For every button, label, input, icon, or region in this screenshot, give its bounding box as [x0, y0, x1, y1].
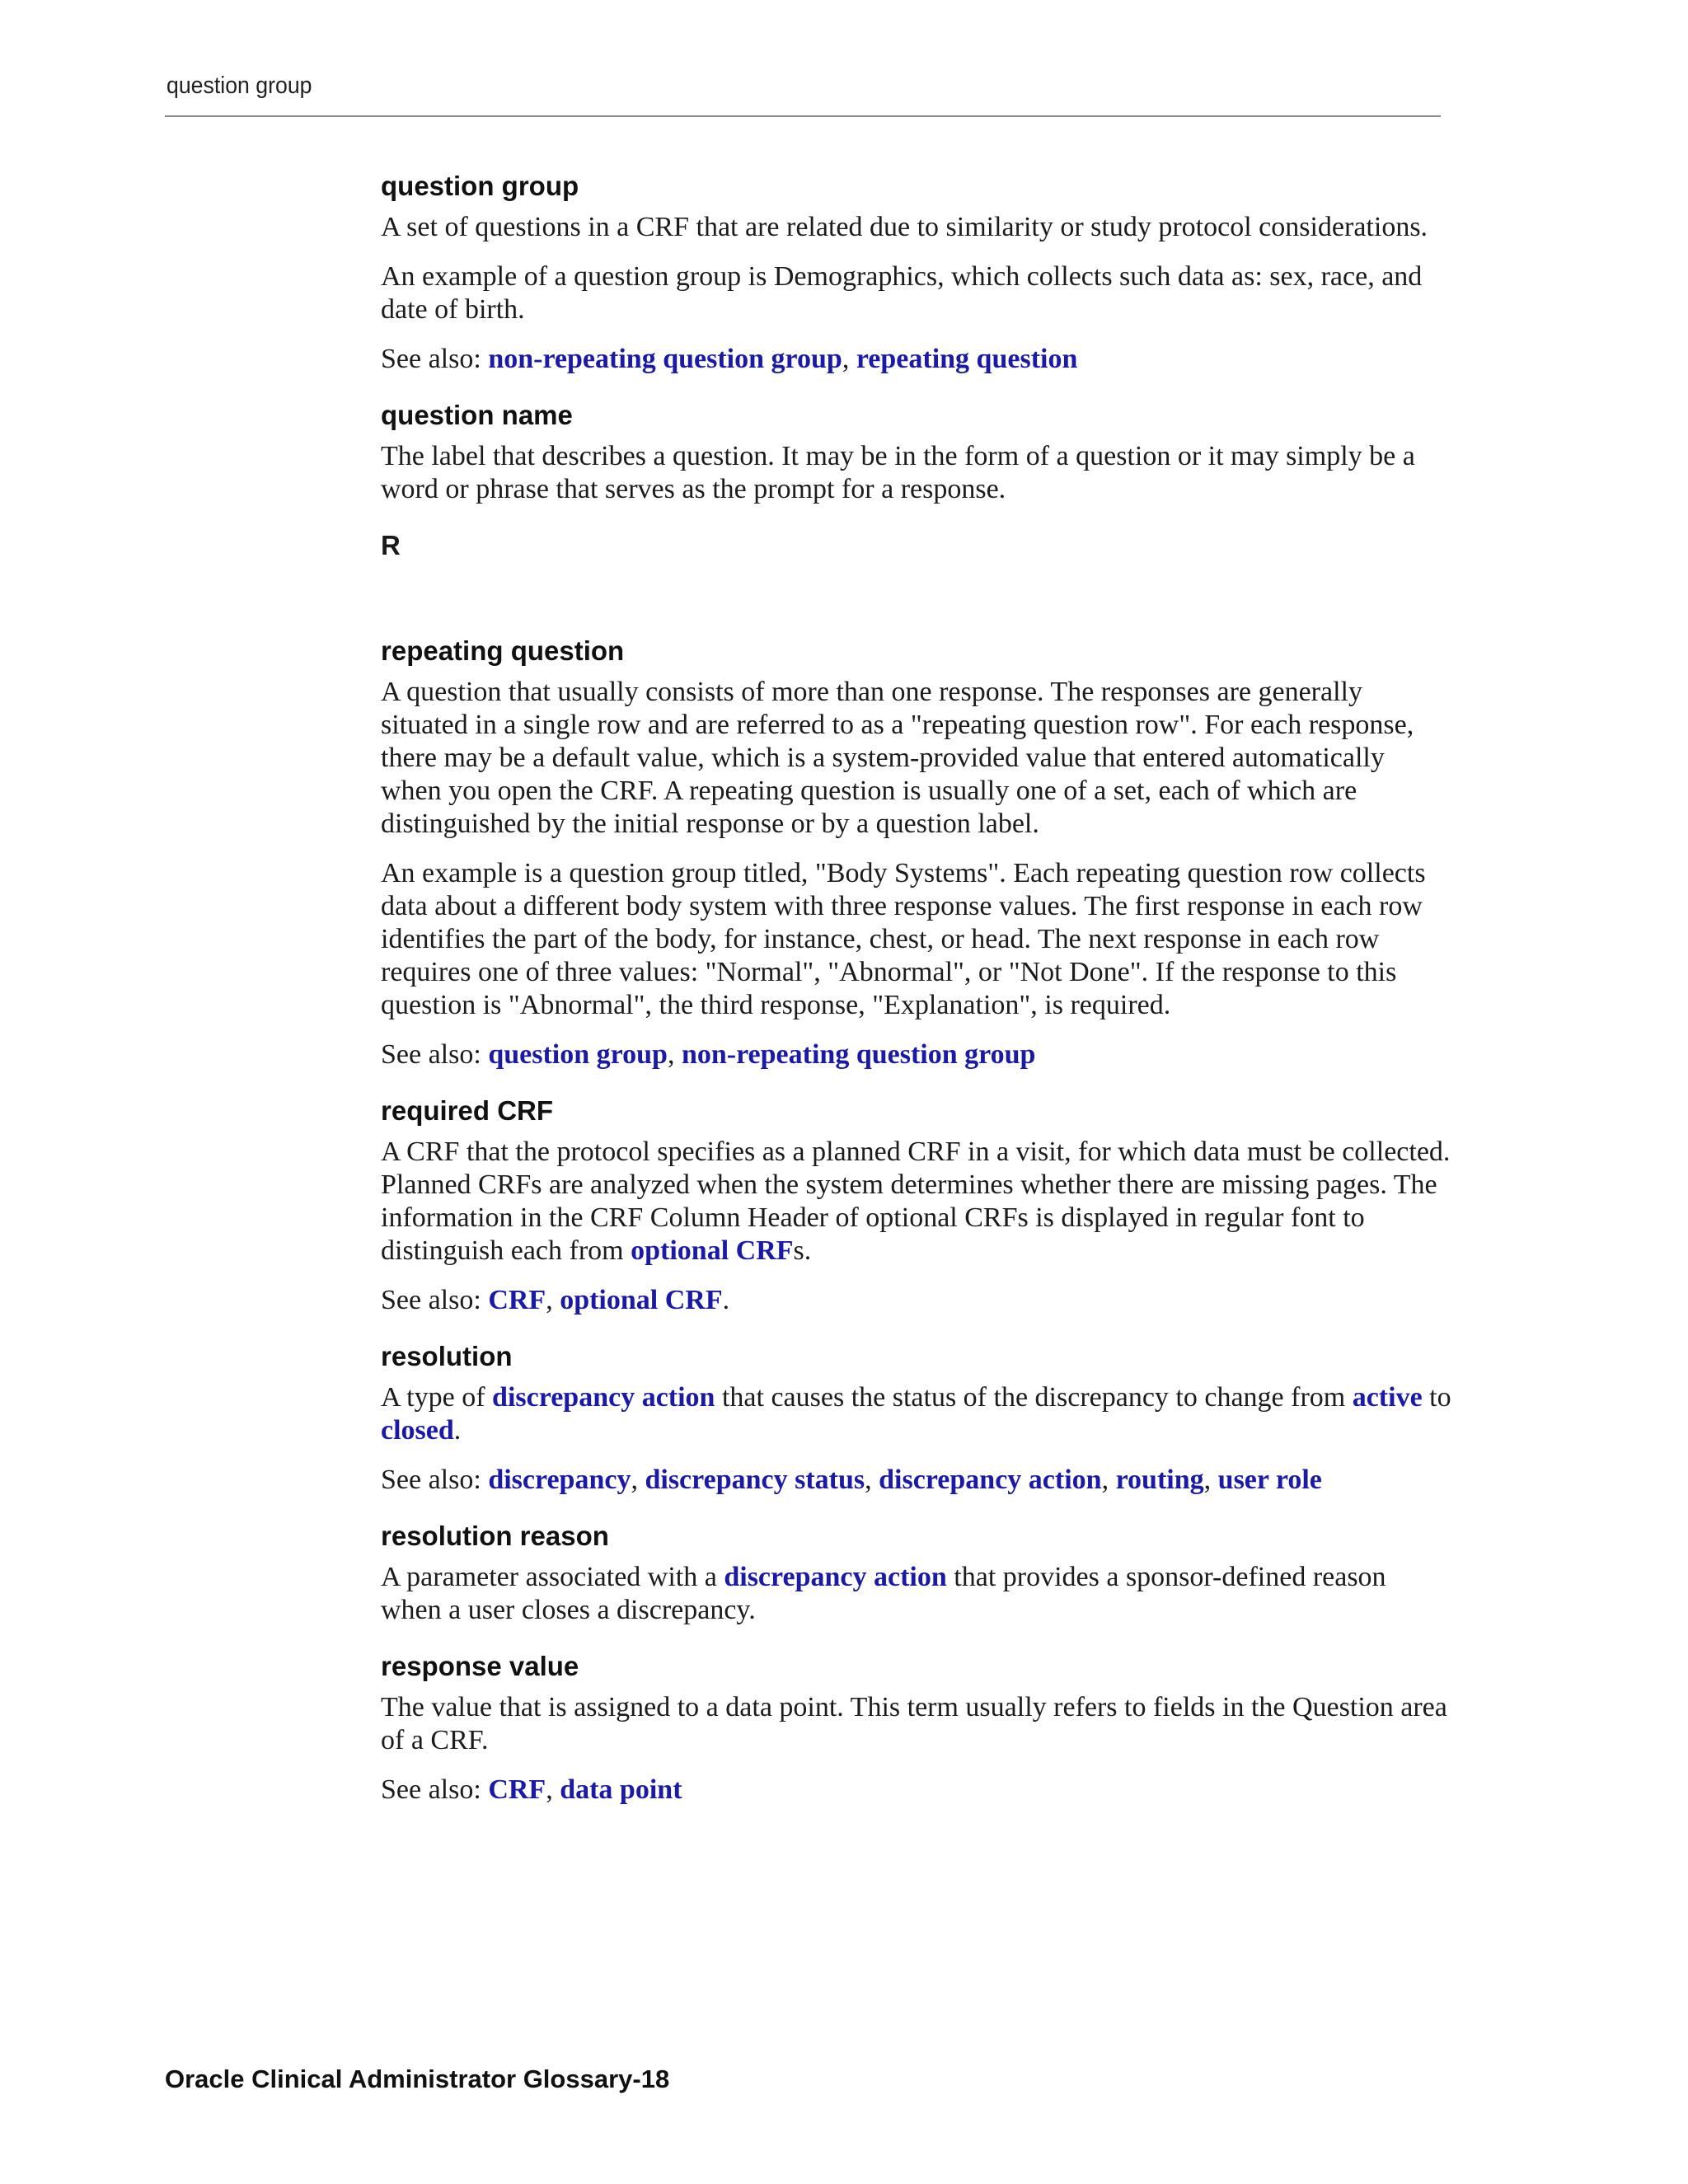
definition-text: A parameter associated with a — [381, 1562, 724, 1592]
section-letter: R — [381, 530, 401, 560]
entry-resolution — [381, 1340, 1452, 1497]
link-discrepancy-action[interactable]: discrepancy action — [879, 1465, 1102, 1495]
link-discrepancy-status[interactable]: discrepancy status — [645, 1465, 865, 1495]
definition-text: that causes the status of the discrepancy to change from — [715, 1382, 1353, 1413]
definition-paragraph: A question that usually consists of more than one response. The responses are generally situated in a single row and are referred to as a "repeating question row". For each response, there may be a default value, which is a system-provided value that entered automatically when you open the CRF. A repeating question is usually one of a set, each of which are distinguished by the initial response or by a question label. — [381, 677, 1414, 839]
term-heading: question name — [381, 400, 573, 430]
term-heading: repeating question — [381, 635, 625, 666]
definition-text: A CRF that the protocol specifies as a planned CRF in a visit, for which data must be collected. Planned CRFs are analyzed when the system determines whether there are missing pages. The information in the CRF Column Header of optional CRFs is displayed in regular font to distinguish each from — [381, 1137, 1451, 1266]
link-discrepancy-action[interactable]: discrepancy action — [724, 1562, 947, 1592]
link-non-repeating-question-group[interactable]: non-repeating question group — [488, 344, 842, 374]
see-also-line: See also: non-repeating question group, repeating question — [381, 344, 1078, 374]
see-also-end: . — [722, 1285, 730, 1315]
example-paragraph: An example of a question group is Demographics, which collects such data as: sex, race, and date of birth. — [381, 261, 1423, 325]
definition-paragraph: A set of questions in a CRF that are related due to similarity or study protocol considerations. — [381, 212, 1428, 242]
link-data-point[interactable]: data point — [560, 1774, 682, 1805]
definition-paragraph: The value that is assigned to a data point. This term usually refers to fields in the Question area of a CRF. — [381, 1692, 1447, 1755]
term-heading: question group — [381, 171, 579, 201]
definition-text: to — [1422, 1382, 1451, 1413]
definition-tail: s. — [793, 1235, 812, 1266]
example-paragraph: An example is a question group titled, "Body Systems". Each repeating question row collects data about a different body system with three response values. The first response in each row identifies the part of the body, for instance, chest, or head. The next response in each row requires one of three values: "Normal", "Abnormal", or "Not Done". If the response to this question is "Abnormal", the third response, "Explanation", is required. — [381, 858, 1426, 1020]
definition-text: that provides a sponsor-defined reason when a user closes a discrepancy. — [381, 1562, 1386, 1625]
entry-response-value — [381, 1650, 1452, 1807]
see-also-label: See also: — [381, 1039, 489, 1070]
link-user-role[interactable]: user role — [1217, 1465, 1322, 1495]
glossary-content — [381, 170, 1452, 1830]
link-optional-crf[interactable]: optional CRF — [631, 1235, 794, 1266]
link-routing[interactable]: routing — [1115, 1465, 1204, 1495]
page-footer: Oracle Clinical Administrator Glossary-18 — [165, 2064, 670, 2093]
link-active[interactable]: active — [1352, 1382, 1423, 1413]
header-rule — [165, 115, 1441, 117]
link-crf[interactable]: CRF — [488, 1285, 546, 1315]
term-heading: resolution — [381, 1341, 513, 1371]
link-closed[interactable]: closed — [381, 1415, 454, 1446]
link-optional-crf[interactable]: optional CRF — [560, 1285, 723, 1315]
see-also-line: See also: CRF, optional CRF. — [381, 1285, 730, 1315]
definition-paragraph: The label that describes a question. It may be in the form of a question or it may simply be a word or phrase that serves as the prompt for a response. — [381, 441, 1415, 504]
see-also-label: See also: — [381, 1285, 489, 1315]
see-also-line: See also: discrepancy, discrepancy status, discrepancy action, routing, user role — [381, 1465, 1322, 1495]
running-header: question group — [166, 73, 312, 99]
see-also-label: See also: — [381, 1465, 489, 1495]
definition-paragraph — [381, 1381, 1452, 1447]
entry-repeating-question — [381, 635, 1452, 1071]
link-discrepancy[interactable]: discrepancy — [488, 1465, 631, 1495]
term-heading: response value — [381, 1651, 579, 1681]
entry-question-name — [381, 399, 1452, 506]
link-non-repeating-question-group[interactable]: non-repeating question group — [681, 1039, 1036, 1070]
definition-text: A type of — [381, 1382, 493, 1413]
term-heading: required CRF — [381, 1095, 554, 1126]
link-crf[interactable]: CRF — [488, 1774, 546, 1805]
entry-question-group — [381, 170, 1452, 376]
link-question-group[interactable]: question group — [488, 1039, 668, 1070]
definition-paragraph — [381, 1561, 1452, 1627]
see-also-label: See also: — [381, 344, 489, 374]
definition-paragraph — [381, 1136, 1452, 1268]
see-also-line: See also: question group, non-repeating question group — [381, 1039, 1036, 1070]
definition-text: . — [453, 1415, 462, 1446]
entry-resolution-reason — [381, 1520, 1452, 1627]
entry-required-crf — [381, 1094, 1452, 1317]
see-also-label: See also: — [381, 1774, 489, 1805]
term-heading: resolution reason — [381, 1521, 609, 1551]
see-also-line: See also: CRF, data point — [381, 1774, 682, 1805]
link-repeating-question[interactable]: repeating question — [856, 344, 1078, 374]
link-discrepancy-action[interactable]: discrepancy action — [492, 1382, 715, 1413]
